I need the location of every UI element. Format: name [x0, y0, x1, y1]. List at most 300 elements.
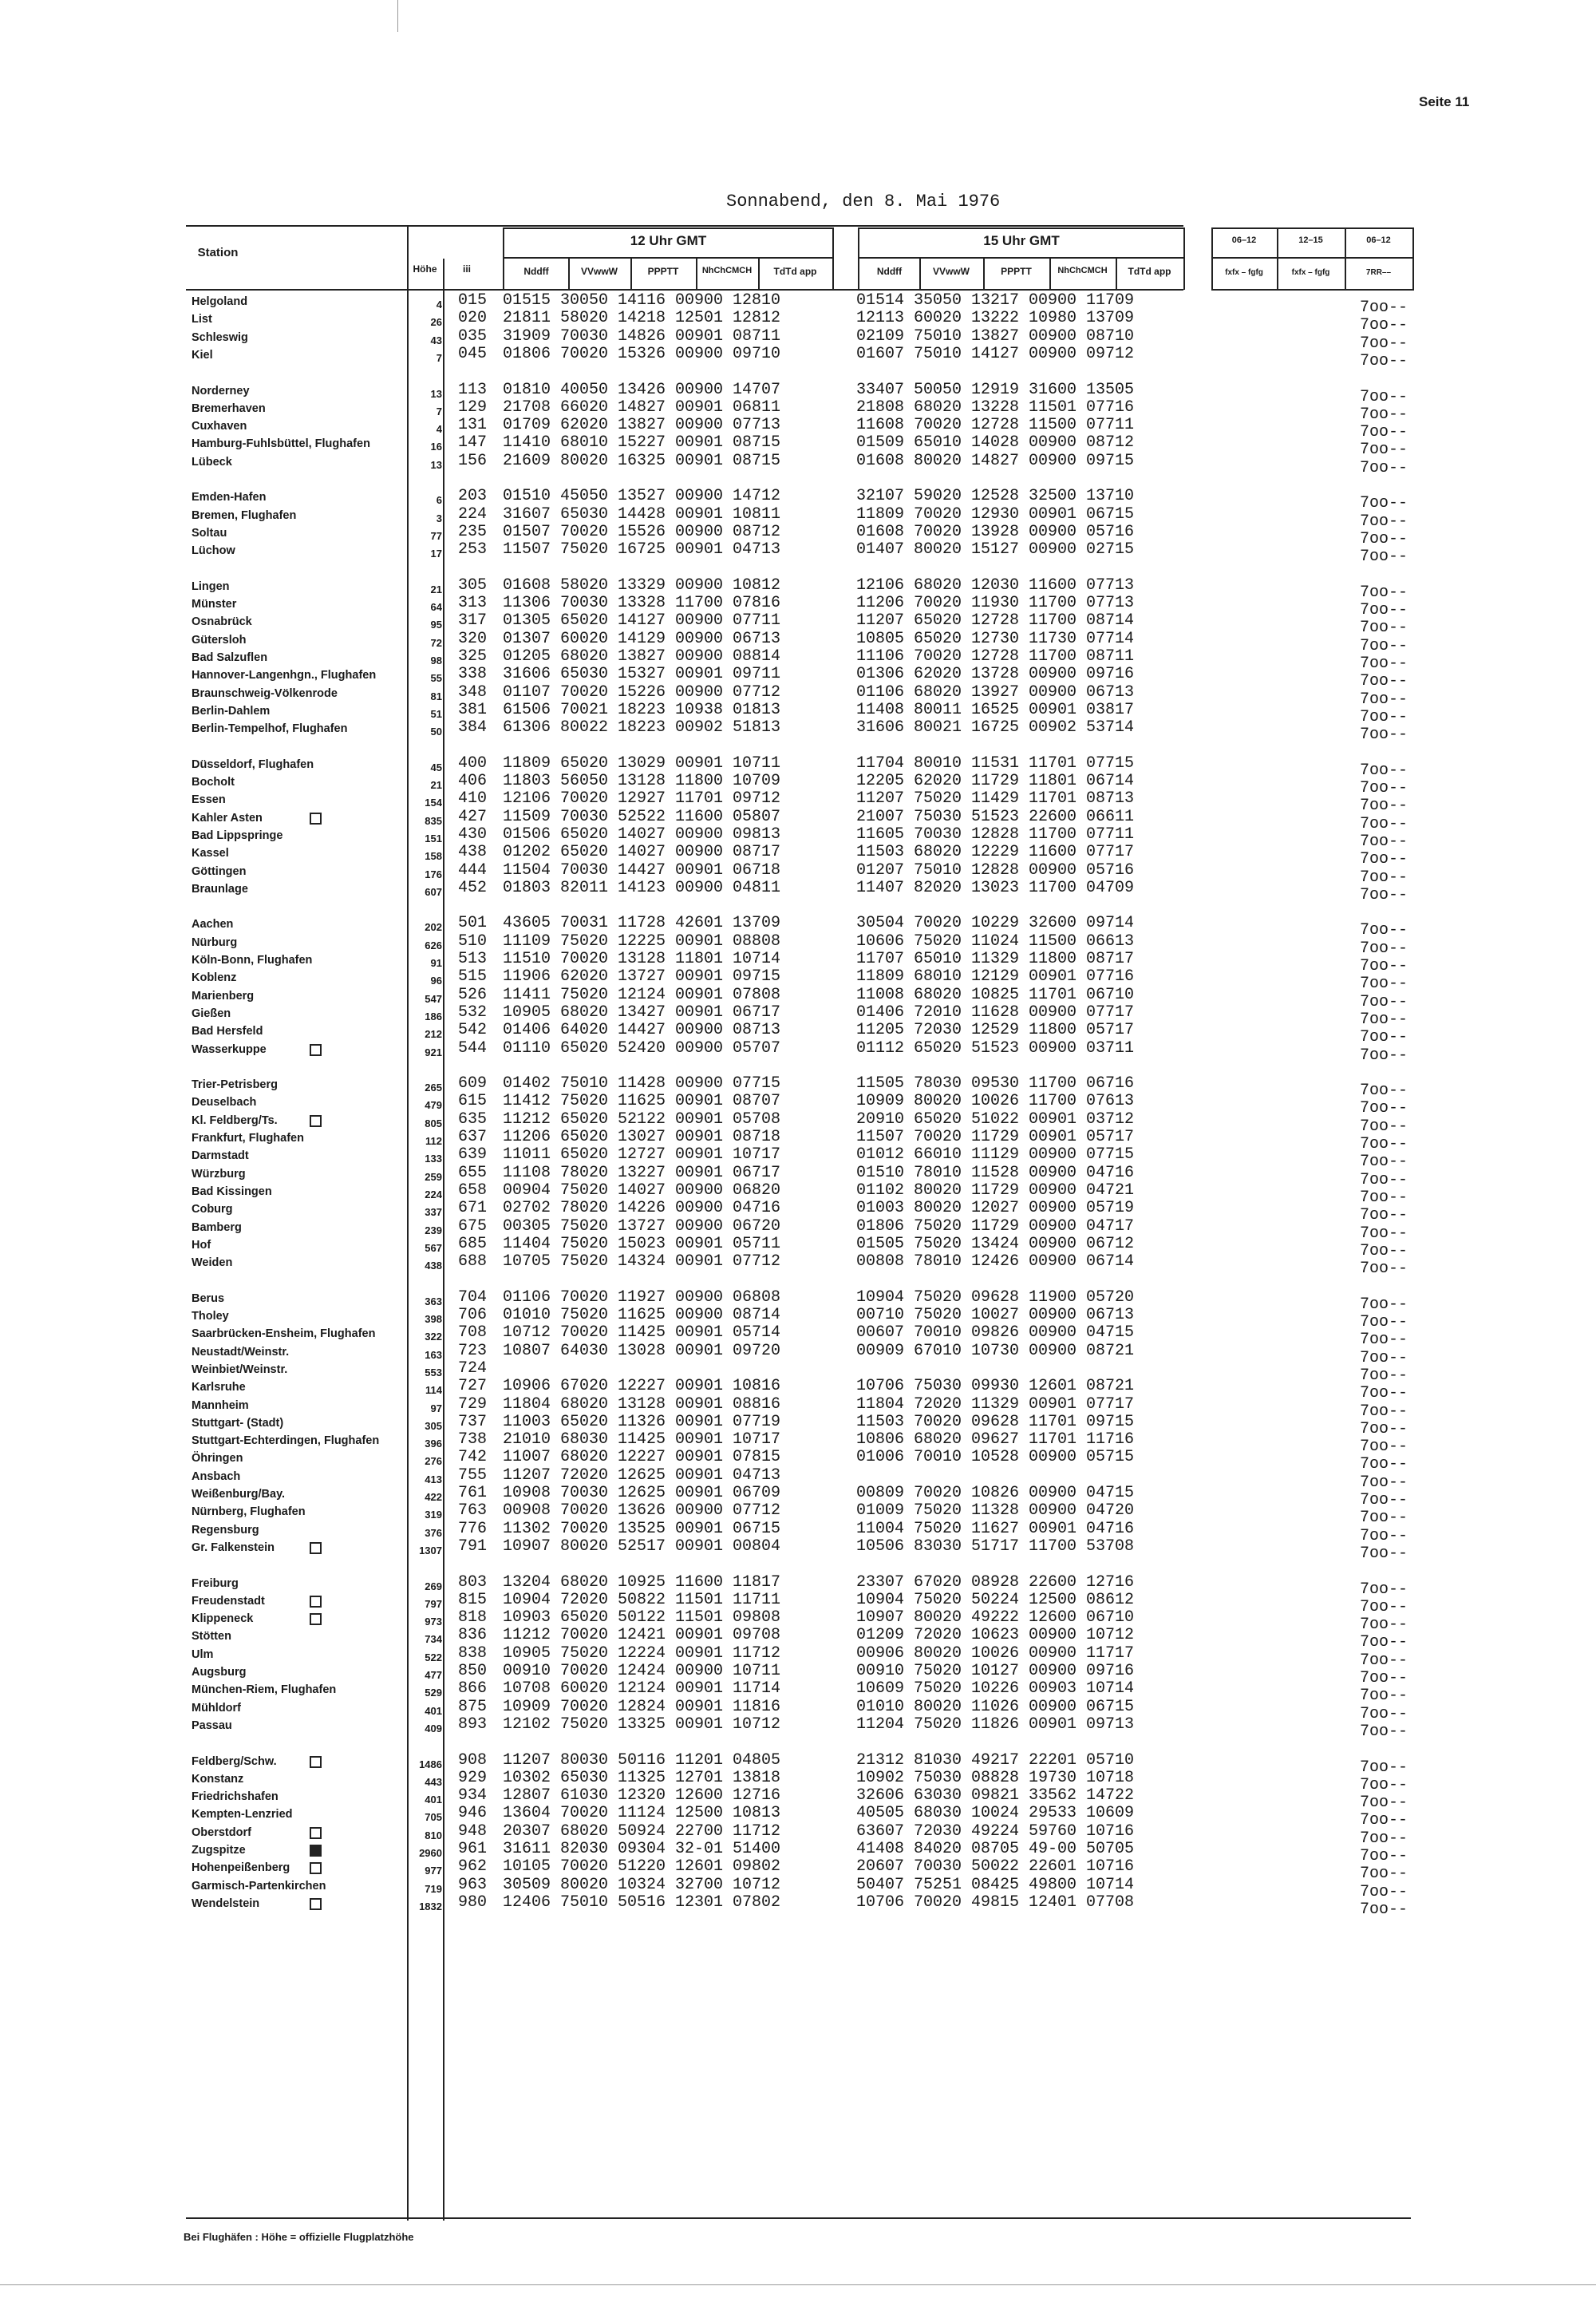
- table-row: [0, 1092, 1596, 1117]
- table-row: [0, 1448, 1596, 1473]
- station-iii: 675: [458, 1217, 488, 1236]
- obs-12-uhr: 01202 65020 14027 00900 08717: [503, 843, 781, 861]
- station-name: Wasserkuppe: [192, 1043, 267, 1056]
- station-hoehe: 133: [425, 1153, 442, 1165]
- table-row: [0, 1679, 1596, 1705]
- obs-15-uhr: 01003 80020 12027 00900 05719: [856, 1199, 1135, 1217]
- obs-15-uhr: 01306 62020 13728 00900 09716: [856, 665, 1135, 683]
- station-hoehe: 438: [425, 1260, 442, 1272]
- obs-12-uhr: 11412 75020 11625 00901 08707: [503, 1092, 781, 1110]
- table-row: [0, 843, 1596, 868]
- station-iii: 763: [458, 1501, 488, 1520]
- obs-15-uhr: 21312 81030 49217 22201 05710: [856, 1751, 1135, 1770]
- col-iii: iii: [462, 263, 471, 275]
- precip-group: 7oo--: [1360, 637, 1408, 655]
- station-name: Braunlage: [192, 883, 248, 896]
- period-3: 06–12: [1366, 235, 1391, 245]
- station-hoehe: 16: [430, 441, 442, 453]
- col-station: Station: [197, 246, 239, 259]
- obs-15-uhr: 32107 59020 12528 32500 13710: [856, 487, 1135, 505]
- station-iii: 761: [458, 1484, 488, 1502]
- table-row: [0, 1769, 1596, 1794]
- station-hoehe: 547: [425, 993, 442, 1005]
- precip-group: 7oo--: [1360, 1438, 1408, 1456]
- table-row: [0, 932, 1596, 958]
- station-iii: 658: [458, 1181, 488, 1200]
- obs-12-uhr: 13604 70020 11124 12500 10813: [503, 1804, 781, 1822]
- station-iii: 113: [458, 381, 488, 399]
- table-row: [0, 1591, 1596, 1616]
- precip-group: 7oo--: [1360, 726, 1408, 744]
- precip-group: 7oo--: [1360, 1580, 1408, 1599]
- station-iii: 400: [458, 754, 488, 773]
- station-hoehe: 21: [430, 779, 442, 791]
- obs-12-uhr: 01803 82011 14123 00900 04811: [503, 879, 781, 897]
- square-icon: [310, 1613, 322, 1625]
- station-iii: 147: [458, 433, 488, 452]
- station-iii: 893: [458, 1715, 488, 1734]
- obs-15-uhr: 11206 70020 11930 11700 07713: [856, 594, 1135, 612]
- precip-group: 7oo--: [1360, 833, 1408, 851]
- obs-12-uhr: 00908 70020 13626 00900 07712: [503, 1501, 781, 1520]
- station-name: Friedrichshafen: [192, 1790, 279, 1803]
- station-name: Augsburg: [192, 1666, 247, 1679]
- obs-15-uhr: 12113 60020 13222 10980 13709: [856, 309, 1135, 327]
- obs-15-uhr: 01510 78010 11528 00900 04716: [856, 1164, 1135, 1182]
- obs-15-uhr: 11205 72030 12529 11800 05717: [856, 1021, 1135, 1039]
- station-hoehe: 21: [430, 583, 442, 595]
- station-hoehe: 176: [425, 868, 442, 880]
- obs-15-uhr: 32606 63030 09821 33562 14722: [856, 1786, 1135, 1805]
- station-iii: 727: [458, 1377, 488, 1395]
- precip-group: 7oo--: [1360, 1669, 1408, 1687]
- square-icon: [310, 1115, 322, 1127]
- sub12-tdtd: TdTd app: [773, 266, 817, 277]
- obs-12-uhr: 11404 75020 15023 00901 05711: [503, 1235, 781, 1253]
- obs-12-uhr: 00910 70020 12424 00900 10711: [503, 1662, 781, 1680]
- obs-15-uhr: 10902 75030 08828 19730 10718: [856, 1769, 1135, 1787]
- station-name: Coburg: [192, 1203, 233, 1216]
- table-row: [0, 1537, 1596, 1563]
- precip-group: 7oo--: [1360, 388, 1408, 406]
- table-row: [0, 1003, 1596, 1029]
- obs-15-uhr: 11507 70020 11729 00901 05717: [856, 1128, 1135, 1146]
- station-iii: 526: [458, 986, 488, 1004]
- obs-12-uhr: 11906 62020 13727 00901 09715: [503, 967, 781, 986]
- obs-12-uhr: 11207 72020 12625 00901 04713: [503, 1466, 781, 1485]
- obs-15-uhr: 00808 78010 12426 00900 06714: [856, 1252, 1135, 1271]
- sub12-vvwww: VVwwW: [580, 266, 618, 277]
- obs-15-uhr: 01406 72010 11628 00900 07717: [856, 1003, 1135, 1022]
- precip-group: 7oo--: [1360, 1527, 1408, 1545]
- station-hoehe: 26: [430, 316, 442, 328]
- obs-12-uhr: 11207 80030 50116 11201 04805: [503, 1751, 781, 1770]
- precip-group: 7oo--: [1360, 1206, 1408, 1224]
- obs-15-uhr: 10805 65020 12730 11730 07714: [856, 630, 1135, 648]
- precip-group: 7oo--: [1360, 530, 1408, 548]
- table-row: [0, 345, 1596, 370]
- station-name: Frankfurt, Flughafen: [192, 1132, 304, 1145]
- station-iii: 406: [458, 772, 488, 790]
- precip-group: 7oo--: [1360, 1865, 1408, 1883]
- station-name: Feldberg/Schw.: [192, 1755, 277, 1768]
- station-iii: 908: [458, 1751, 488, 1770]
- period-2: 12–15: [1298, 235, 1323, 245]
- obs-12-uhr: 11507 75020 16725 00901 04713: [503, 540, 781, 559]
- obs-12-uhr: 10705 75020 14324 00901 07712: [503, 1252, 781, 1271]
- station-name: Emden-Hafen: [192, 491, 267, 504]
- obs-15-uhr: 10706 70020 49815 12401 07708: [856, 1893, 1135, 1912]
- square-icon: [310, 813, 322, 825]
- obs-12-uhr: 01402 75010 11428 00900 07715: [503, 1074, 781, 1093]
- obs-15-uhr: 11505 78030 09530 11700 06716: [856, 1074, 1135, 1093]
- precip-group: 7oo--: [1360, 1455, 1408, 1473]
- station-name: Kassel: [192, 847, 229, 860]
- precip-group: 7oo--: [1360, 423, 1408, 441]
- obs-15-uhr: 01012 66010 11129 00900 07715: [856, 1145, 1135, 1164]
- obs-15-uhr: 63607 72030 49224 59760 10716: [856, 1822, 1135, 1841]
- station-name: Mannheim: [192, 1399, 249, 1412]
- obs-15-uhr: 11207 75020 11429 11701 08713: [856, 789, 1135, 808]
- station-hoehe: 401: [425, 1794, 442, 1806]
- station-name: Freudenstadt: [192, 1595, 265, 1608]
- station-name: Ulm: [192, 1648, 214, 1661]
- table-row: [0, 683, 1596, 709]
- station-name: Bad Lippspringe: [192, 829, 283, 842]
- station-name: Garmisch-Partenkirchen: [192, 1880, 326, 1893]
- obs-12-uhr: 01510 45050 13527 00900 14712: [503, 487, 781, 505]
- station-hoehe: 401: [425, 1705, 442, 1717]
- obs-12-uhr: 11007 68020 12227 00901 07815: [503, 1448, 781, 1466]
- precip-group: 7oo--: [1360, 1705, 1408, 1723]
- table-row: [0, 1430, 1596, 1456]
- obs-15-uhr: 11008 68020 10825 11701 06710: [856, 986, 1135, 1004]
- station-hoehe: 337: [425, 1206, 442, 1218]
- station-iii: 609: [458, 1074, 488, 1093]
- sub15-tdtd: TdTd app: [1128, 266, 1171, 277]
- table-row: [0, 1608, 1596, 1634]
- station-iii: 980: [458, 1893, 488, 1912]
- table-row: [0, 487, 1596, 512]
- precip-group: 7oo--: [1360, 886, 1408, 904]
- station-name: Öhringen: [192, 1452, 243, 1465]
- table-row: [0, 1413, 1596, 1438]
- obs-12-uhr: 10907 80020 52517 00901 00804: [503, 1537, 781, 1556]
- precip-group: 7oo--: [1360, 1598, 1408, 1616]
- obs-12-uhr: 10905 75020 12224 00901 11712: [503, 1644, 781, 1663]
- station-iii: 850: [458, 1662, 488, 1680]
- station-iii: 156: [458, 452, 488, 470]
- table-row: [0, 433, 1596, 459]
- obs-12-uhr: 01205 68020 13827 00900 08814: [503, 647, 781, 666]
- obs-15-uhr: 11605 70030 12828 11700 07711: [856, 825, 1135, 844]
- precip-group: 7oo--: [1360, 1545, 1408, 1563]
- obs-12-uhr: 01506 65020 14027 00900 09813: [503, 825, 781, 844]
- station-name: Stuttgart-Echterdingen, Flughafen: [192, 1434, 380, 1447]
- station-hoehe: 413: [425, 1473, 442, 1485]
- obs-15-uhr: 01608 80020 14827 00900 09715: [856, 452, 1135, 470]
- obs-12-uhr: 00305 75020 13727 00900 06720: [503, 1217, 781, 1236]
- table-row: [0, 1662, 1596, 1687]
- precip-group: 7oo--: [1360, 761, 1408, 780]
- station-name: Essen: [192, 793, 226, 806]
- station-iii: 866: [458, 1679, 488, 1698]
- table-row: [0, 1644, 1596, 1670]
- station-iii: 542: [458, 1021, 488, 1039]
- table-row: [0, 808, 1596, 833]
- precip-group: 7oo--: [1360, 441, 1408, 459]
- station-hoehe: 607: [425, 886, 442, 898]
- precip-group: 7oo--: [1360, 1651, 1408, 1670]
- precip-group: 7oo--: [1360, 1099, 1408, 1117]
- precip-group: 7oo--: [1360, 1313, 1408, 1331]
- station-name: Hof: [192, 1239, 211, 1252]
- table-row: [0, 1804, 1596, 1829]
- obs-15-uhr: 01209 72020 10623 00900 10712: [856, 1626, 1135, 1644]
- obs-15-uhr: 23307 67020 08928 22600 12716: [856, 1573, 1135, 1592]
- station-name: Hamburg-Fuhlsbüttel, Flughafen: [192, 437, 370, 450]
- table-row: [0, 1626, 1596, 1651]
- obs-12-uhr: 01106 70020 11927 00900 06808: [503, 1288, 781, 1307]
- station-iii: 738: [458, 1430, 488, 1449]
- station-hoehe: 398: [425, 1313, 442, 1325]
- station-name: Deuselbach: [192, 1096, 257, 1109]
- table-row: [0, 718, 1596, 744]
- table-row: [0, 1145, 1596, 1171]
- sub15-ppptt: PPPTT: [1001, 266, 1032, 277]
- station-hoehe: 13: [430, 388, 442, 400]
- precip-group: 7oo--: [1360, 1509, 1408, 1527]
- station-name: Bad Hersfeld: [192, 1025, 263, 1038]
- station-iii: 235: [458, 523, 488, 541]
- obs-15-uhr: 01514 35050 13217 00900 11709: [856, 291, 1135, 310]
- precip-group: 7oo--: [1360, 601, 1408, 619]
- station-hoehe: 212: [425, 1028, 442, 1040]
- obs-12-uhr: 11809 65020 13029 00901 10711: [503, 754, 781, 773]
- station-hoehe: 259: [425, 1171, 442, 1183]
- station-iii: 637: [458, 1128, 488, 1146]
- precip-group: 7oo--: [1360, 583, 1408, 602]
- obs-15-uhr: 33407 50050 12919 31600 13505: [856, 381, 1135, 399]
- table-row: [0, 772, 1596, 797]
- station-iii: 129: [458, 398, 488, 417]
- obs-12-uhr: 01507 70020 15526 00900 08712: [503, 523, 781, 541]
- obs-15-uhr: 11407 82020 13023 11700 04709: [856, 879, 1135, 897]
- precip-group: 7oo--: [1360, 815, 1408, 833]
- table-row: [0, 309, 1596, 334]
- station-hoehe: 443: [425, 1776, 442, 1788]
- station-name: Norderney: [192, 385, 250, 398]
- table-row: [0, 1110, 1596, 1136]
- precip-group: 7oo--: [1360, 868, 1408, 887]
- table-row: [0, 1466, 1596, 1492]
- station-name: Osnabrück: [192, 615, 252, 628]
- obs-12-uhr: 10708 60020 12124 00901 11714: [503, 1679, 781, 1698]
- precip-group: 7oo--: [1360, 1723, 1408, 1741]
- station-name: Kiel: [192, 349, 213, 362]
- table-row: [0, 754, 1596, 780]
- obs-12-uhr: 31606 65030 15327 00901 09711: [503, 665, 781, 683]
- station-name: Mühldorf: [192, 1702, 242, 1715]
- station-hoehe: 50: [430, 726, 442, 738]
- obs-15-uhr: 20607 70030 50022 22601 10716: [856, 1857, 1135, 1876]
- station-name: Koblenz: [192, 971, 237, 984]
- obs-15-uhr: 00607 70010 09826 00900 04715: [856, 1323, 1135, 1342]
- obs-15-uhr: 12205 62020 11729 11801 06714: [856, 772, 1135, 790]
- obs-15-uhr: 00710 75020 10027 00900 06713: [856, 1306, 1135, 1324]
- obs-12-uhr: 10909 70020 12824 00901 11816: [503, 1698, 781, 1716]
- precip-group: 7oo--: [1360, 1384, 1408, 1402]
- obs-15-uhr: 10609 75020 10226 00903 10714: [856, 1679, 1135, 1698]
- obs-15-uhr: 20910 65020 51022 00901 03712: [856, 1110, 1135, 1129]
- station-iii: 962: [458, 1857, 488, 1876]
- station-iii: 723: [458, 1342, 488, 1360]
- station-iii: 020: [458, 309, 488, 327]
- obs-15-uhr: 01505 75020 13424 00900 06712: [856, 1235, 1135, 1253]
- obs-12-uhr: 11011 65020 12727 00901 10717: [503, 1145, 781, 1164]
- table-row: [0, 1698, 1596, 1723]
- obs-12-uhr: 21609 80020 16325 00901 08715: [503, 452, 781, 470]
- station-iii: 317: [458, 611, 488, 630]
- station-hoehe: 64: [430, 601, 442, 613]
- station-hoehe: 705: [425, 1811, 442, 1823]
- page-number: Seite 11: [1419, 94, 1470, 109]
- precip-group: 7oo--: [1360, 708, 1408, 726]
- obs-12-uhr: 01709 62020 13827 00900 07713: [503, 416, 781, 434]
- station-hoehe: 186: [425, 1011, 442, 1022]
- table-row: [0, 1501, 1596, 1527]
- station-iii: 838: [458, 1644, 488, 1663]
- obs-15-uhr: 11207 65020 12728 11700 08714: [856, 611, 1135, 630]
- station-name: Tholey: [192, 1310, 229, 1323]
- obs-15-uhr: 10909 80020 10026 11700 07613: [856, 1092, 1135, 1110]
- station-hoehe: 95: [430, 619, 442, 631]
- station-name: Schleswig: [192, 331, 248, 344]
- station-name: Kahler Asten: [192, 812, 263, 825]
- precip-group: 7oo--: [1360, 1847, 1408, 1865]
- station-iii: 305: [458, 576, 488, 595]
- station-name: Marienberg: [192, 990, 255, 1003]
- precip-group: 7oo--: [1360, 1331, 1408, 1349]
- table-row: [0, 291, 1596, 317]
- sub15-nhchcmch: NhChCMCH: [1057, 266, 1108, 275]
- station-iii: 729: [458, 1395, 488, 1414]
- obs-15-uhr: 11408 80011 16525 00901 03817: [856, 701, 1135, 719]
- station-hoehe: 158: [425, 850, 442, 862]
- precip-group: 7oo--: [1360, 1883, 1408, 1901]
- obs-12-uhr: 02702 78020 14226 00900 04716: [503, 1199, 781, 1217]
- station-iii: 639: [458, 1145, 488, 1164]
- station-hoehe: 567: [425, 1242, 442, 1254]
- table-row: [0, 950, 1596, 975]
- square-icon: [310, 1596, 322, 1608]
- station-hoehe: 7: [436, 352, 442, 364]
- station-iii: 708: [458, 1323, 488, 1342]
- precip-group: 7oo--: [1360, 1402, 1408, 1421]
- station-name: München-Riem, Flughafen: [192, 1683, 337, 1696]
- station-iii: 131: [458, 416, 488, 434]
- obs-12-uhr: 10904 72020 50822 11501 11711: [503, 1591, 781, 1609]
- obs-12-uhr: 10302 65030 11325 12701 13818: [503, 1769, 781, 1787]
- precip-group: 7oo--: [1360, 690, 1408, 709]
- station-iii: 253: [458, 540, 488, 559]
- station-iii: 045: [458, 345, 488, 363]
- table-row: [0, 1786, 1596, 1812]
- obs-15-uhr: 10806 68020 09627 11701 11716: [856, 1430, 1135, 1449]
- precip-group: 7oo--: [1360, 299, 1408, 317]
- obs-12-uhr: 11804 68020 13128 00901 08816: [503, 1395, 781, 1414]
- station-iii: 381: [458, 701, 488, 719]
- station-iii: 438: [458, 843, 488, 861]
- station-iii: 444: [458, 861, 488, 880]
- station-name: Berlin-Tempelhof, Flughafen: [192, 722, 348, 735]
- obs-12-uhr: 21811 58020 14218 12501 12812: [503, 309, 781, 327]
- station-hoehe: 3: [436, 512, 442, 524]
- station-hoehe: 396: [425, 1438, 442, 1450]
- precip-group: 7oo--: [1360, 1117, 1408, 1136]
- obs-12-uhr: 01406 64020 14427 00900 08713: [503, 1021, 781, 1039]
- precip-group: 7oo--: [1360, 993, 1408, 1011]
- station-iii: 934: [458, 1786, 488, 1805]
- station-hoehe: 91: [430, 957, 442, 969]
- obs-15-uhr: 00909 67010 10730 00900 08721: [856, 1342, 1135, 1360]
- square-icon: [310, 1862, 322, 1874]
- station-hoehe: 6: [436, 494, 442, 506]
- obs-15-uhr: 01106 68020 13927 00900 06713: [856, 683, 1135, 702]
- precip-group: 7oo--: [1360, 619, 1408, 637]
- station-name: Hohenpeißenberg: [192, 1861, 290, 1874]
- precip-group: 7oo--: [1360, 1687, 1408, 1705]
- obs-12-uhr: 01110 65020 52420 00900 05707: [503, 1039, 781, 1058]
- station-hoehe: 112: [425, 1135, 442, 1147]
- precip-group: 7oo--: [1360, 1794, 1408, 1812]
- obs-12-uhr: 11109 75020 12225 00901 08808: [503, 932, 781, 951]
- precip-group: 7oo--: [1360, 975, 1408, 993]
- station-hoehe: 163: [425, 1349, 442, 1361]
- precip-group: 7oo--: [1360, 1295, 1408, 1314]
- table-row: [0, 789, 1596, 815]
- table-row: [0, 1893, 1596, 1919]
- obs-12-uhr: 11509 70030 52522 11600 05807: [503, 808, 781, 826]
- table-row: [0, 540, 1596, 566]
- station-hoehe: 224: [425, 1189, 442, 1200]
- station-name: Kl. Feldberg/Ts.: [192, 1114, 278, 1127]
- station-name: Nürburg: [192, 936, 238, 949]
- obs-12-uhr: 12102 75020 13325 00901 10712: [503, 1715, 781, 1734]
- station-hoehe: 51: [430, 708, 442, 720]
- obs-15-uhr: 01607 75010 14127 00900 09712: [856, 345, 1135, 363]
- table-row: [0, 647, 1596, 673]
- station-iii: 836: [458, 1626, 488, 1644]
- obs-15-uhr: 00910 75020 10127 00900 09716: [856, 1662, 1135, 1680]
- station-name: Helgoland: [192, 295, 248, 308]
- obs-12-uhr: 10807 64030 13028 00901 09720: [503, 1342, 781, 1360]
- station-hoehe: 96: [430, 975, 442, 987]
- page-title: Sonnabend, den 8. Mai 1976: [726, 192, 1001, 212]
- station-name: Saarbrücken-Ensheim, Flughafen: [192, 1327, 376, 1340]
- obs-15-uhr: 11809 68010 12129 00901 07716: [856, 967, 1135, 986]
- station-name: Bad Salzuflen: [192, 651, 268, 664]
- col-15-uhr-gmt: 15 Uhr GMT: [983, 233, 1060, 248]
- sub12-nddff: Nddff: [523, 266, 549, 277]
- obs-12-uhr: 12406 75010 50516 12301 07802: [503, 1893, 781, 1912]
- station-name: Bocholt: [192, 776, 235, 789]
- table-row: [0, 1235, 1596, 1260]
- obs-15-uhr: 40505 68030 10024 29533 10609: [856, 1804, 1135, 1822]
- station-name: Aachen: [192, 918, 234, 931]
- obs-15-uhr: 11106 70020 12728 11700 08711: [856, 647, 1135, 666]
- obs-12-uhr: 61506 70021 18223 10938 01813: [503, 701, 781, 719]
